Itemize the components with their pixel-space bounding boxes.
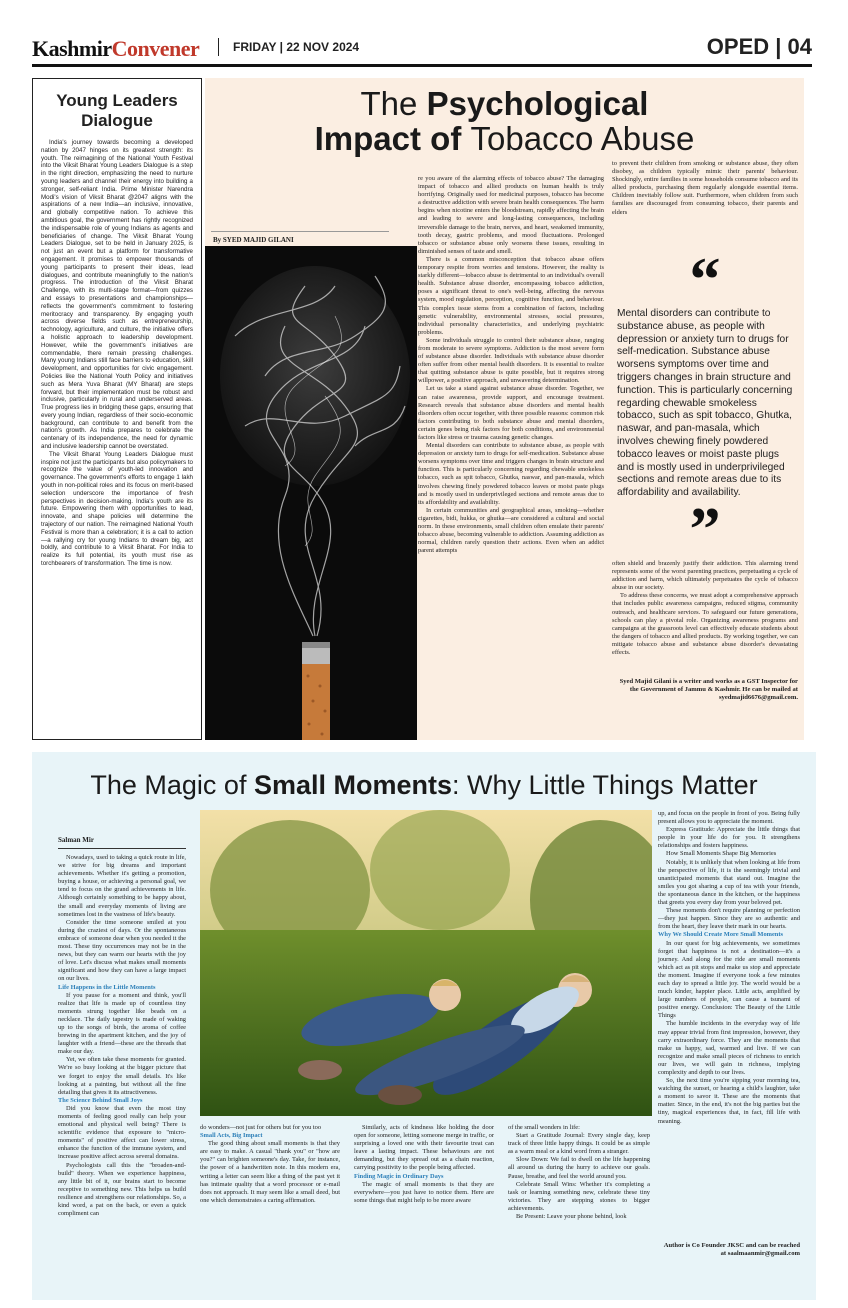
article-column [354,1124,494,1205]
paragraph: do wonders—not just for others but for you too [200,1124,322,1131]
children-on-grass-image [200,810,652,1116]
article-title [205,86,804,156]
paragraph: These moments don't require planning or perfection—they just happen. Since they are so authentic and from the heart, they leave their mark in our hearts. [658,907,800,931]
paragraph: Notably, it is unlikely that when looking at life from the perspective of life, it is the seemingly trivial and unanticipated moments that stand out. Imagine the smiles you got sharing a cup of tea with your friends, the spontaneous dance in the kitchen, or the happiness that greets you every day from your beloved pet. [658,858,800,907]
title-part: : Why Little Things Matter [452,770,758,800]
title-part: Tobacco Abuse [470,120,695,157]
paragraph: Yet, we often take these moments for granted. We're so busy looking at the bigger picture that we forget to enjoy the small details. It's like looking at a painting, but without all the fine detailing that gives it its attractiveness. [58,1056,186,1096]
article-title [32,770,816,801]
top-rule [32,64,812,67]
title-part: Small Moments [253,770,452,800]
sidebar-paragraph: India's journey towards becoming a developed nation by 2047 hinges on its greatest strength: its youth. The reimagining of the National Youth Festival into the Viksit Bharat Young Leaders Dialogue is a step in the right direction, emphasizing the need to nurture young leaders and channel their energy into building a stronger, self-reliant India. Prime Minister Narendra Modi's vision of Viksit Bharat @2047 aligns with the aspirations of a new India—an inclusive, innovative, and globally competitive nation. To achieve this ambitious goal, the government has rightly recognized the indispensable role of young Indians as agents and beneficiaries of change. The Viksit Bharat Young Leaders Dialogue, set to be held in January 2025, is not just an event but a platform for transformative engagement. It promises to empower thousands of young participants to present their ideas, lead dialogues, and contribute meaningfully to the nation's progress. The introduction of the Viksit Bharat Challenge, with its multi-stage format—from quizzes and essays to presentations and championships—reflects the government's commitment to fostering meritocracy and transparency. By engaging youth across diverse fields such as entrepreneurship, technology, agriculture, and culture, the initiative offers a holistic approach to leadership development. However, while the government's initiatives are commendable, there remain pressing challenges. Many young Indians still face barriers to education, skill development, and opportunities for civic engagement. Policies like the National Youth Policy and initiatives such as Mera Yuva Bharat (MY Bharat) are steps forward, but their implementation must be robust and inclusive, particularly in rural and underserved areas. True progress lies in bridging these gaps, ensuring that every young Indian, regardless of their socio-economic background, can contribute to and benefit from the nation's growth. As India prepares to celebrate the centenary of its independence, the need for dynamic and inclusive leadership cannot be overstated. [41,139,193,451]
subheading: Finding Magic in Ordinary Days [354,1172,444,1180]
paragraph: Start a Gratitude Journal: Every single day, keep track of three little happy things. It could be as simple as a warm meal or a kind word from a stranger. [508,1132,650,1156]
paragraph: of the small wonders in life: [508,1124,580,1131]
author-note: Syed Majid Gilani is a writer and works as a GST Inspector for the Government of Jammu & Kashmir. He can be mailed at syedmajid6676@gmail.com. [619,678,798,702]
paragraph: Mental disorders can contribute to substance abuse, as people with depression or anxiety turn to drugs for self-medication. Substance abuse worsens symptoms over time and triggers changes in brain structure and function. This is particularly concerning regarding chewable smokeless tobacco, such as spit tobacco, Ghutka, naswar, and pan-masala, which involves chewing finely powdered tobacco leaves or moist paste plugs and is mostly used in underprivileged sections and remote areas due to its affordability and availability. [418,442,604,506]
subheading: Why We Should Create More Small Moments [658,931,783,939]
article-tobacco [205,78,804,740]
paragraph: The magic of small moments is that they are everywhere—you just have to notice them. Here are some things that might help to be more aware [354,1180,494,1204]
paragraph: Express Gratitude: Appreciate the little things that people in your life do for you. It strengthens relationships and fosters happiness. [658,826,800,850]
paragraph: Let us take a stand against substance abuse disorder. Together, we can raise awareness, provide support, and encourage treatment. Research reveals that substance abuse disorders and mental health disorders often occur together, with three possible reasons: common risk factors contributing to both substance abuse and mental disorders, certain genes being risk factors for both conditions, and environmental factors like stress or trauma causing genetic changes. [418,385,604,441]
paragraph: The humble incidents in the everyday way of life may appear trivial from first impression, however, they carry extraordinary force. They are the moments that make us happy, sad, warmed and live. If we can recognize and make small pieces of richness to enrich our lives, we will gain in richness, implying complexity and depth to our lives. [658,1020,800,1076]
title-part: Psychological [426,85,649,122]
title-part: The [360,85,427,122]
paragraph: often shield and brazenly justify their addiction. This alarming trend represents some of the worst parenting practices, perpetuating a cycle of addiction and harm, which ultimately perpetuates the cycle of tobacco abuse in our society. [612,560,798,592]
paragraph: Consider the time someone smiled at you during the craziest of days. Or the spontaneous embrace of someone dear when you needed it the most. These tiny occurrences may not be in the news, but they can warm our hearts with the joy of love. Let's discuss what makes small moments significant and how they can have a large impact on our lives. [58,918,186,983]
sidebar-paragraph: The Viksit Bharat Young Leaders Dialogue must inspire not just the participants but also policymakers to recognize the value of youth-led innovation and governance. The government's efforts to engage 1 lakh youth in non-political roles and its focus on merit-based selection underscore the importance of fresh perspectives in decision-making. India's youth are its future. Empowering them with opportunities to lead, innovate, and shape policies will determine the trajectory of our nation. The reimagined National Youth Festival is more than a celebration; it is a call to action—a rallying cry for young Indians to dream big, act boldly, and contribute to a Viksit Bharat. For India to realize its full potential, its youth must rise as torchbearers of transformation. The time is now. [41,450,193,568]
article-column [612,160,798,217]
author-note: Author is Co Founder JKSC and can be reached at saalmaanmir@gmail.com [663,1242,800,1258]
article-column [418,175,604,555]
section-label: OPED | 04 [706,34,812,59]
article-column [58,854,186,1218]
sidebar-body [41,139,193,568]
paragraph: Some individuals struggle to control their substance abuse, ranging from moderate to severe symptoms. Addiction is the most severe form of substance abuse disorder. Individuals with substance abuse disorder often suffer from other mental health disorders. It is essential to realize that quitting substance abuse is quite possible, but it requires strong willpower, a positive approach, and unwavering determination. [418,336,604,385]
masthead [32,36,812,66]
subheading: Small Acts, Big Impact [200,1132,263,1140]
brand-part2: Convener [111,36,200,61]
article-column [658,810,800,1126]
paragraph: In certain communities and geographical areas, smoking—whether cigarettes, bidi, hukka, or ghutka—are considered a cultural and social norm. In these environments, small children often emulate their parents' tobacco abuse, becoming vulnerable to addiction. Assuming addiction as normal, children rarely question their actions. Even when an addict parent attempts [418,506,604,555]
paragraph: In our quest for big achievements, we sometimes forget that happiness is not a destination—it's a journey. And along for the ride are small moments which act as pit stops and make us stop and appreciate the moment. Imagine if everyone took a few minutes each day to spread a little joy. The world would be a much kinder, happier place. Little acts, amplified by large numbers of people, can cause a tsunami of positive energy. Conclusion: The Beauty of the Little Things [658,939,800,1020]
paragraph: How Small Moments Shape Big Memories [666,850,777,858]
byline-rule [211,231,389,232]
paragraph: re you aware of the alarming effects of tobacco abuse? The damaging impact of tobacco and allied products on human health is truly horrifying. Originally used for medicinal purposes, tobacco has become a destructive addiction with severe brain health consequences. The harm begins when nicotine enters the bloodstream, rapidly affecting the brain and leading to severe and long-lasting consequences, including irreversible damage to the brain, nerves, and heart, weakened immunity, tooth decay, gastric problems, and mood fluctuations. Prolonged tobacco or substance abuse only worsens these issues, resulting in diminished senses of taste and smell. [418,175,604,255]
article-column [200,1124,340,1205]
paragraph: Nowadays, used to taking a quick route in life, we strive for big dreams and important achievements. Whether it's getting a promotion, buying a house, or achieving a personal goal, we tend to focus on the grand achievements in life. Although certainly something to be happy about, the small and everyday moments of living are sometimes lost in the vastness of life's beauty. [58,854,186,918]
paragraph: To address these concerns, we must adopt a comprehensive approach that includes public awareness campaigns, reduced stigma, community outreach, and healthcare services. To safeguard our future generations, schools can play a pivotal role. Organizing awareness programs and campaigns at the grassroots level can effectively educate students about the dangers of tobacco and allied products. By working together, we can mitigate tobacco abuse and substance abuse disorder's devastating effects. [612,592,798,657]
article-small-moments [32,752,816,1300]
paragraph: Did you know that even the most tiny moments of feeling good really can help your emotional and physical well being? There is scientific evidence that exposure to "micro-moments" of positive affect can lower stress, enhance the function of the immune system, and increase positive affect across several domains. [58,1104,186,1161]
pull-quote-text: Mental disorders can contribute to substance abuse, as people with depression or anxiety turn to drugs for self-medication. Substance abuse worsens symptoms over time and triggers changes in brain structure and function. This is particularly concerning regarding chewable smokeless tobacco, such as spit tobacco, Ghutka, naswar, and pan-masala, which involves chewing finely powdered tobacco leaves or moist paste plugs and is mostly used in underprivileged sections and remote areas due to its affordability and availability. [617,308,793,499]
byline: Salman Mir [58,836,94,844]
brand-part1: Kashmir [32,36,112,61]
paragraph: There is a common misconception that tobacco abuse offers temporary respite from worries and tensions. However, the reality is starkly different—tobacco abuse is detrimental to an individual's overall health. Substance abuse disorder, encompassing tobacco addiction, poses a significant threat to one's well-being, affecting the nervous system, mood regulation, perception, cognitive function, and behaviour. This complex issue stems from a combination of factors, including genetic vulnerability, environmental stresses, social pressures, individual personality characteristics, and underlying psychiatric problems. [418,255,604,336]
title-part: Impact of [314,120,471,157]
subheading: The Science Behind Small Joys [58,1096,143,1104]
paragraph: So, the next time you're sipping your morning tea, watching the sunset, or hearing a child's laughter, take a moment to savor it. These are the moments that matter. Since, in the end, it's not the big parties but the tiny, magical experiences that, in fact, fill life with meaning. [658,1077,800,1125]
pull-quote [617,246,793,564]
close-quote-icon: ” [689,495,721,564]
paragraph: up, and focus on the people in front of you. Being fully present allows you to appreciate the moment. [658,810,800,826]
sidebar-editorial [32,78,202,740]
paragraph: to prevent their children from smoking or substance abuse, they often disobey, as children typically mimic their parents' behaviour. Shockingly, entire families in some households consume tobacco and its allied products, purchasing them regularly alongside essential items. Children inevitably follow suit. Furthermore, when children from such families are discouraged from consuming tobacco, their parents and elders [612,160,798,216]
sidebar-title: Young Leaders Dialogue [56,91,178,130]
article-column [612,560,798,657]
byline: By SYED MAJID GILANI [213,236,294,244]
title-part: The Magic of [90,770,254,800]
paragraph: Be Present: Leave your phone behind, look [516,1213,627,1221]
subheading: Life Happens in the Little Moments [58,983,156,991]
brand-logo [32,36,199,62]
paragraph: The good thing about small moments is that they are easy to make. A casual "thank you" or "how are you?" can brighten someone's day. Take, for instance, the power of a handwritten note. In this modern era, writing a letter can seem like a thing of the past yet it has intimate quality that a word processor or e-mail does not approach. It may seem like a small deed, but one which demonstrates a caring affirmation. [200,1140,340,1204]
article-column [508,1124,650,1221]
issue-date: FRIDAY | 22 NOV 2024 [218,38,359,56]
paragraph: If you pause for a moment and think, you'll realize that life is made up of countless tiny moments strung together like beads on a necklace. The daily tapestry is made of waking up to the songs of birds, the aroma of coffee brewing in the apartment kitchen, and the joy of laughter with a friend—these are the threads that make our day. [58,991,186,1056]
paragraph: Psychologists call this the "broaden-and-build" theory. When we experience happiness, any little bit of it, our brains start to become receptive to something new. This helps us build resilience and strengthens our relationships. So, a kind word, a pat on the back, or even a quick compliment can [58,1161,186,1218]
byline-rule [58,848,186,849]
paragraph: Slow Down: We fail to dwell on the life happening all around us during the hurry to achieve our goals. Pause, breathe, and feel the world around you. [508,1156,650,1180]
paragraph: Celebrate Small Wins: Whether it's completing a task or learning something new, celebrate these tiny victories. They are stepping stones to bigger achievements. [508,1180,650,1212]
open-quote-icon: “ [689,246,721,314]
cigarette-smoke-image [205,246,417,740]
paragraph: Similarly, acts of kindness like holding the door open for someone, letting someone merge in traffic, or surprising a loved one with their favourite treat can leave a lasting impact. These behaviours are not demanding, but they spread out as a chain reaction, carrying positivity to the people being affected. [354,1124,494,1172]
